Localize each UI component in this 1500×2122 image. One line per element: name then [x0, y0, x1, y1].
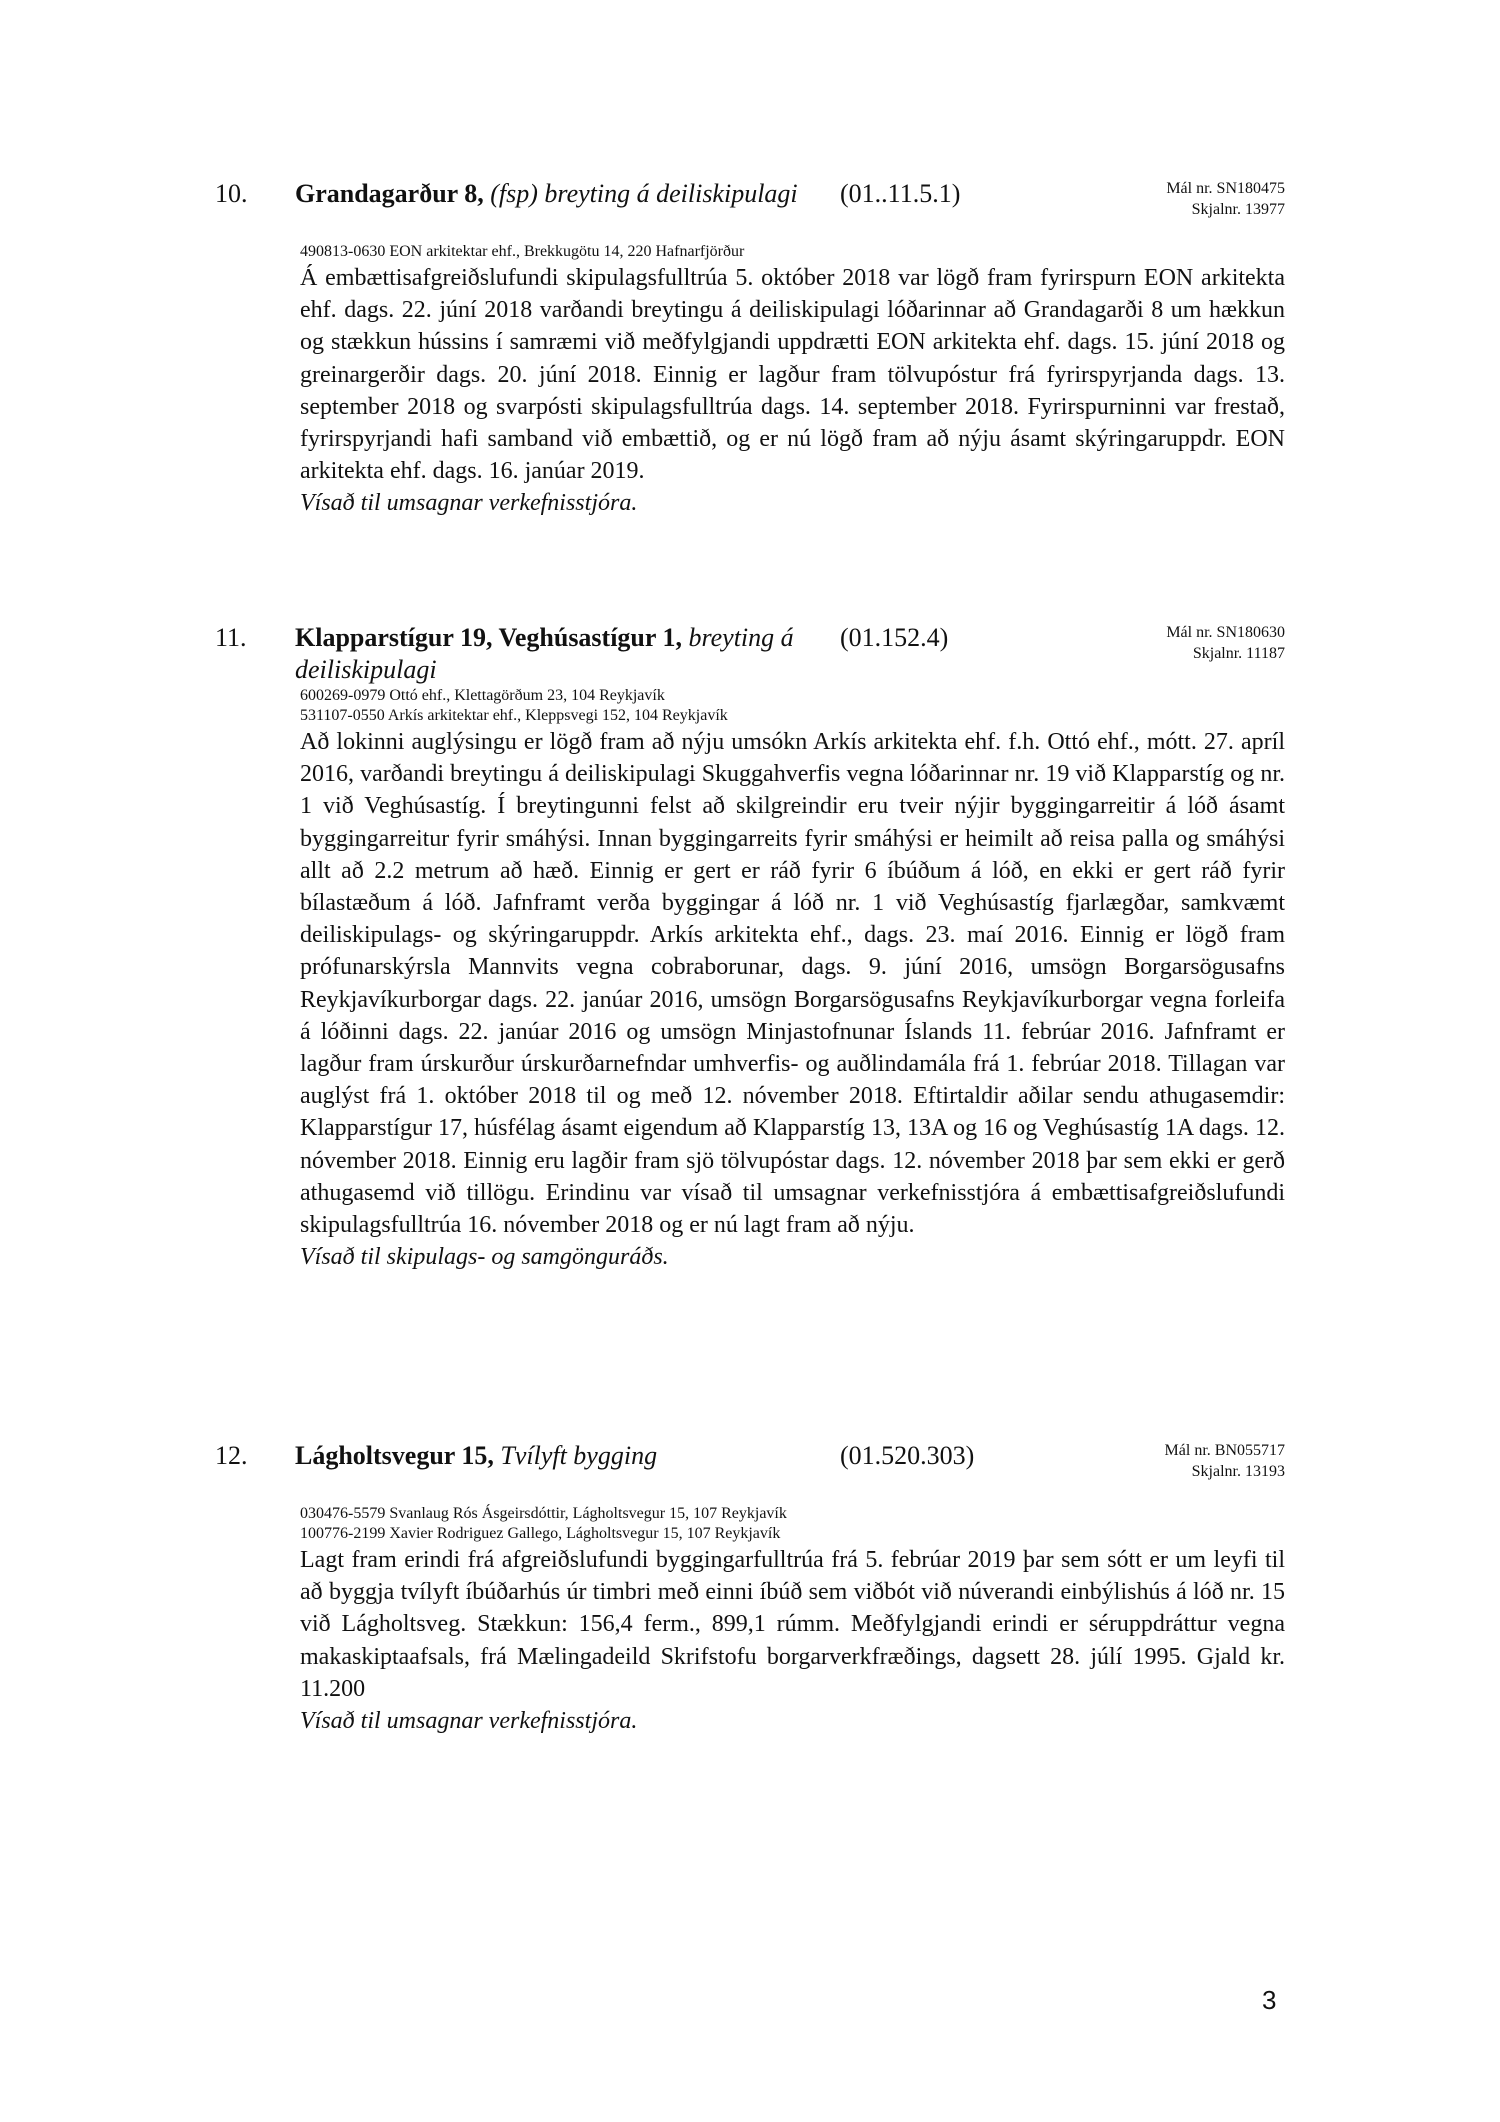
item-title: Lágholtsvegur 15, Tvílyft bygging: [295, 1441, 658, 1470]
item-conclusion: Vísað til umsagnar verkefnisstjóra.: [300, 1708, 638, 1735]
parties: 600269-0979 Ottó ehf., Klettagörðum 23, 104 Reykjavík 531107-0550 Arkís arkitektar ehf., Kleppsvegi 152, 104 Reykjavík: [300, 687, 728, 724]
case-numbers: Mál nr. BN055717 Skjalnr. 13193: [1164, 1442, 1285, 1480]
item-conclusion: Vísað til umsagnar verkefnisstjóra.: [300, 490, 638, 517]
agenda-item-10: [215, 178, 1285, 520]
item-title: Grandagarður 8, (fsp) breyting á deiliskipulagi: [295, 179, 798, 208]
page-number: 3: [1262, 1985, 1277, 2015]
item-title: Klapparstígur 19, Veghúsastígur 1, breyting á deiliskipulagi: [295, 623, 794, 684]
item-number: 11.: [215, 623, 247, 652]
item-body: Að lokinni auglýsingu er lögð fram að nýju umsókn Arkís arkitekta ehf. f.h. Ottó ehf., mótt. 27. apríl 2016, varðandi breytingu á deiliskipulagi Skuggahverfis vegna lóðarinnar nr. 19 við Klapparstíg og nr. 1 við Veghúsastíg. Í breytingunni felst að skilgreindir eru tveir nýjir byggingarreitir á lóð ásamt byggingarreitur fyrir smáhýsi. Innan byggingarreits fyrir smáhýsi er heimilt að reisa palla og smáhýsi allt að 2.2 metrum að hæð. Einnig er gert er ráð fyrir 6 íbúðum á lóð, en ekki er gert ráð fyrir bílastæðum á lóð. Jafnframt verða byggingar á lóð nr. 1 við Veghúsastíg fjarlægðar, samkvæmt deiliskipulags- og skýringaruppdr. Arkís arkitekta ehf., dags. 23. maí 2016. Einnig er lögð fram prófunarskýrsla Mannvits vegna cobraborunar, dags. 9. júní 2016, umsögn Borgarsögusafns Reykjavíkurborgar dags. 22. janúar 2016, umsögn Borgarsögusafns Reykjavíkurborgar vegna forleifa á lóðinni dags. 22. janúar 2016 og umsögn Minjastofnunar Íslands 11. febrúar 2016. Jafnframt er lagður fram úrskurður úrskurðarnefndar umhverfis- og auðlindamála frá 1. febrúar 2018. Tillagan var auglýst frá 1. október 2018 til og með 12. nóvember 2018. Eftirtaldir aðilar sendu athugasemdir: Klapparstígur 17, húsfélag ásamt eigendum að Klapparstíg 13, 13A og 16 og Veghúsastíg 1A dags. 12. nóvember 2018. Einnig eru lagðir fram sjö tölvupóstar dags. 12. nóvember 2018 þar sem ekki er gerð athugasemd við tillögu. Erindinu var vísað til umsagnar verkefnisstjóra á embættisafgreiðslufundi skipulagsfulltrúa 16. nóvember 2018 og er nú lagt fram að nýju.: [300, 729, 1285, 1239]
item-body: Á embættisafgreiðslufundi skipulagsfulltrúa 5. október 2018 var lögð fram fyrirspurn EON arkitekta ehf. dags. 22. júní 2018 varðandi breytingu á deiliskipulagi lóðarinnar að Grandagarði 8 um hækkun og stækkun hússins í samræmi við meðfylgjandi uppdrætti EON arkitekta ehf. dags. 15. júní 2018 og greinargerðir dags. 20. júní 2018. Einnig er lagður fram tölvupóstur frá fyrirspyrjanda dags. 13. september 2018 og svarpósti skipulagsfulltrúa dags. 14. september 2018. Fyrirspurninni var frestað, fyrirspyrjandi hafi samband við embættið, og er nú lögð fram að nýju ásamt skýringaruppdr. EON arkitekta ehf. dags. 16. janúar 2019.: [300, 265, 1285, 485]
agenda-item-12: [215, 1440, 1285, 1737]
parties: 490813-0630 EON arkitektar ehf., Brekkugötu 14, 220 Hafnarfjörður: [300, 243, 745, 260]
item-number: 10.: [215, 179, 248, 208]
item-number: 12.: [215, 1441, 248, 1470]
case-numbers: Mál nr. SN180475 Skjalnr. 13977: [1166, 180, 1285, 218]
parties: 030476-5579 Svanlaug Rós Ásgeirsdóttir, Lágholtsvegur 15, 107 Reykjavík 100776-2199 Xavier Rodriguez Gallego, Lágholtsvegur 15, 107 Reykjavík: [300, 1505, 787, 1542]
item-reference: (01.152.4): [840, 623, 949, 652]
item-reference: (01..11.5.1): [840, 179, 961, 208]
agenda-item-11: [215, 622, 1285, 1273]
case-numbers: Mál nr. SN180630 Skjalnr. 11187: [1166, 624, 1285, 662]
item-conclusion: Vísað til skipulags- og samgönguráðs.: [300, 1244, 669, 1271]
item-reference: (01.520.303): [840, 1441, 975, 1470]
item-body: Lagt fram erindi frá afgreiðslufundi byggingarfulltrúa frá 5. febrúar 2019 þar sem sótt er um leyfi til að byggja tvílyft íbúðarhús úr timbri með einni íbúð sem viðbót við núverandi einbýlishús á lóð nr. 15 við Lágholtsveg. Stækkun: 156,4 ferm., 899,1 rúmm. Meðfylgjandi erindi er séruppdráttur vegna makaskiptaafsals, frá Mælingadeild Skrifstofu borgarverkfræðings, dagsett 28. júlí 1995. Gjald kr. 11.200: [300, 1547, 1285, 1702]
